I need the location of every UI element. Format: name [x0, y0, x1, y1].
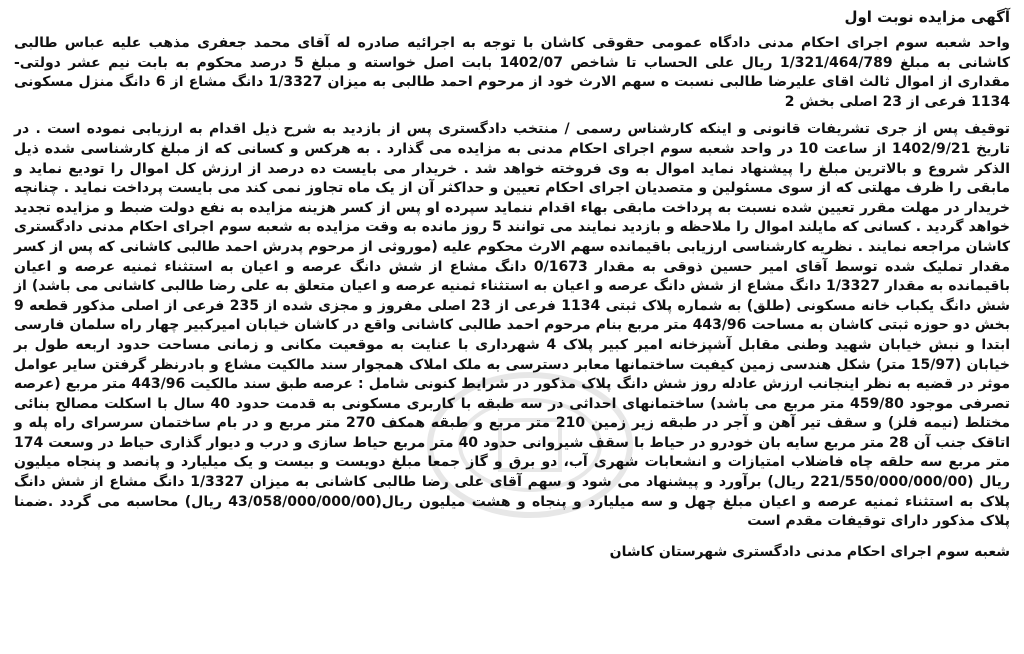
notice-signature: شعبه سوم اجرای احکام مدنی دادگستری شهرستان کاشان: [609, 543, 1010, 560]
notice-paragraph-2: توقیف پس از جری تشریفات قانونی و اینکه کارشناس رسمی / منتخب دادگستری پس از بازدید به شرح ذیل اقدام به ارزیابی نموده است . در تاریخ 1402/9/21 از ساعت 10 در واحد شعبه سوم اجرای احکام مدنی به مزایده می گذارد . به هرکس و کسانی که از مبلغ کارشناسی شده ذیل الذکر شروع و بالاترین مبلغ را پیشنهاد نماید اموال به وی فروخته خواهد شد . خریدار می بایست ده درصد از ارزش کل اموال را تودیع نماید و مابقی را ظرف مهلتی که از سوی مسئولین و متصدیان اجرای احکام تعیین و حداکثر آن از یک ماه تجاوز نمی کند می بایست پرداخت نماید . چنانچه خریدار در مهلت مقرر تعیین شده نسبت به پرداخت مابقی بهاء اقدام ننماید سپرده او پس از کسر هزینه مزایده به نفع دولت ضبط و مزایده تجدید خواهد گردید . کسانی که مایلند اموال را ملاحظه و بازدید نمایند می توانند 5 روز مانده به وقت مزایده به شعبه سوم اجرای احکام مدنی دادگستری کاشان مراجعه نمایند . نظریه کارشناسی ارزیابی باقیمانده سهم الارث محکوم علیه (موروثی از مرحوم پدرش احمد طالبی کاشانی که پس از کسر مقدار تملیک شده توسط آقای امیر حسین ذوقی به مقدار 0/1673 دانگ مشاع از شش دانگ عرصه و اعیان به استثناء ثمنیه عرصه و اعیان باقیمانده به مقدار 1/3327 دانگ مشاع از شش دانگ عرصه و اعیان به استثناء ثمنیه عرصه و اعیان متعلق به علی رضا طالبی کاشانی می باشد) از شش دانگ یکباب خانه مسکونی (طلق) به شماره پلاک ثبتی 1134 فرعی از 23 اصلی مفروز و مجزی شده از 235 فرعی از اصلی مذکور قطعه 9 بخش دو حوزه ثبتی کاشان به مساحت 443/96 متر مربع بنام مرحوم احمد طالبی کاشانی واقع در کاشان خیابان امیرکبیر چهار راه سلمان فارسی ابتدا و نبش خیابان شهید وطنی مقابل آشپزخانه امیر کبیر پلاک 4 شهرداری با عنایت به موقعیت مکانی و زمانی مساحت حدود اربعه طول بر خیابان (15/97 متر) شکل هندسی زمین کیفیت ساختمانها معابر دسترسی به ملک املاک همجوار سند مالکیت مشاع و بادرنظر گرفتن سایر عوامل موثر در قضیه به نظر اینجانب ارزش عادله روز شش دانگ پلاک مذکور در شرایط کنونی شامل : عرصه طبق سند مالکیت 443/96 متر مربع (عرصه تصرفی موجود 459/80 متر مربع می باشد) ساختمانهای احداثی در سه طبقه با کاربری مسکونی به قدمت حدود 40 سال با اسکلت مصالح بنائی مختلط (نیمه فلز) و سقف تیر آهن و آجر در طبقه زیر زمین 210 متر مربع و طبقه همکف 270 متر مربع و در بام ساختمان سرسرای راه پله و اتاقک جنب آن 28 متر مربع سایه بان خودرو در حیاط با سقف شیروانی حدود 40 متر مربع حیاط سازی و درب و دیوار گذاری حیاط در وسعت 174 متر مربع سه حلقه چاه فاضلاب امتیازات و انشعابات شهری آب، دو برق و گاز جمعا مبلغ دویست و بیست و یک میلیارد و پانصد و پنجاه میلیون ریال (221/550/000/000/00 ریال) برآورد و پیشنهاد می شود و سهم آقای علی رضا طالبی کاشانی به میزان 1/3327 دانگ مشاع از شش دانگ پلاک به استثناء ثمنیه عرصه و اعیان مبلغ چهل و سه میلیارد و پنجاه و هشت میلیون ریال(43/058/000/000/00 ریال) محاسبه می گردد .ضمنا پلاک مذکور دارای توقیفات مقدم است: [14, 121, 1011, 530]
notice-title: آگهی مزایده نوبت اول: [844, 8, 1010, 26]
notice-paragraph-1: واحد شعبه سوم اجرای احکام مدنی دادگاه عمومی حقوقی کاشان با توجه به اجرائیه صادره له آقای محمد جعفری مذهب علیه عباس طالبی کاشانی به مبلغ 1/321/464/789 ریال علی الحساب تا شاخص 1402/07 بابت اصل خواسته و مبلغ 5 درصد محکوم به بابت نیم عشر دولتی- مقداری از اموال ثالث اقای علیرضا طالبی نسبت ه سهم الارث خود از مرحوم احمد طالبی به میزان 1/3327 دانگ مشاع از 6 دانگ منزل مسکونی 1134 فرعی از 23 اصلی بخش 2: [14, 35, 1010, 110]
